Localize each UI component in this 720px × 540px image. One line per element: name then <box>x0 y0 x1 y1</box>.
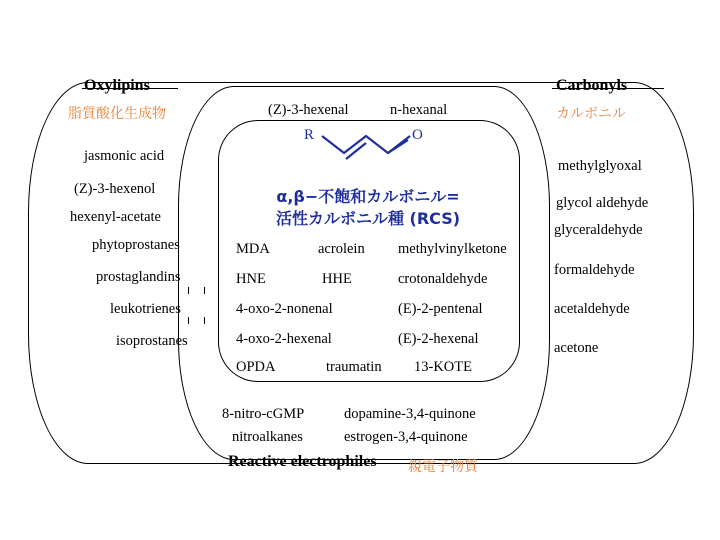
reactive-electrophiles-title-en: Reactive electrophiles <box>228 453 377 470</box>
rcs-item-2-1: (E)-2-pentenal <box>398 301 483 317</box>
structure-atom-R: R <box>304 127 315 143</box>
rcs-item-3-1: (E)-2-hexenal <box>398 331 479 347</box>
reactive-electrophiles-title-jp: 親電子物質 <box>408 459 478 475</box>
rcs-item-2-0: 4-oxo-2-nonenal <box>236 301 333 317</box>
oxylipins-title-en: Oxylipins <box>84 77 150 94</box>
rcs-item-4-0: OPDA <box>236 359 276 375</box>
rcs-item-0-0: MDA <box>236 241 270 257</box>
carbonyls-item-5: acetone <box>554 340 599 356</box>
carbonyls-item-1: glycol aldehyde <box>556 195 649 211</box>
oxylipins-item-1: (Z)-3-hexenol <box>74 181 156 197</box>
tick-mark-4 <box>204 317 205 324</box>
carbonyls-title-en: Carbonyls <box>556 77 628 94</box>
rcs-item-3-0: 4-oxo-2-hexenal <box>236 331 332 347</box>
rcs-heading-line1: α,β−不飽和カルボニル= <box>276 187 460 206</box>
tick-mark-1 <box>188 287 189 294</box>
carbonyls-item-4: acetaldehyde <box>554 301 630 317</box>
oxylipins-item-4: prostaglandins <box>96 269 181 285</box>
rcs-item-1-0: HNE <box>236 271 266 287</box>
bottom-item-1-0: nitroalkanes <box>232 429 303 445</box>
top-item-0: (Z)-3-hexenal <box>268 102 349 118</box>
carbonyls-item-3: formaldehyde <box>554 262 635 278</box>
oxylipins-item-3: phytoprostanes <box>92 237 180 253</box>
tick-mark-2 <box>204 287 205 294</box>
structure-atom-O: O <box>412 127 423 143</box>
rcs-item-4-1: traumatin <box>326 359 382 375</box>
oxylipins-item-5: leukotrienes <box>110 301 181 317</box>
rcs-item-1-1: HHE <box>322 271 352 287</box>
top-item-1: n-hexanal <box>390 102 448 118</box>
carbonyls-title-jp: カルボニル <box>556 106 626 122</box>
bottom-item-1-1: estrogen-3,4-quinone <box>344 429 468 445</box>
bottom-item-0-0: 8-nitro-cGMP <box>222 406 305 422</box>
rcs-item-4-2: 13-KOTE <box>414 359 472 375</box>
rcs-item-0-1: acrolein <box>318 241 365 257</box>
rcs-structure-drawing <box>300 126 440 174</box>
rcs-item-0-2: methylvinylketone <box>398 241 507 257</box>
oxylipins-item-6: isoprostanes <box>116 333 188 349</box>
oxylipins-title-jp: 脂質酸化生成物 <box>68 106 166 122</box>
tick-mark-3 <box>188 317 189 324</box>
bottom-item-0-1: dopamine-3,4-quinone <box>344 406 476 422</box>
oxylipins-item-0: jasmonic acid <box>84 148 165 164</box>
carbonyls-item-2: glyceraldehyde <box>554 222 643 238</box>
oxylipins-item-2: hexenyl-acetate <box>70 209 161 225</box>
rcs-heading-line2: 活性カルボニル種 (RCS) <box>275 209 461 228</box>
rcs-item-1-2: crotonaldehyde <box>398 271 488 287</box>
carbonyls-item-0: methylglyoxal <box>558 158 642 174</box>
